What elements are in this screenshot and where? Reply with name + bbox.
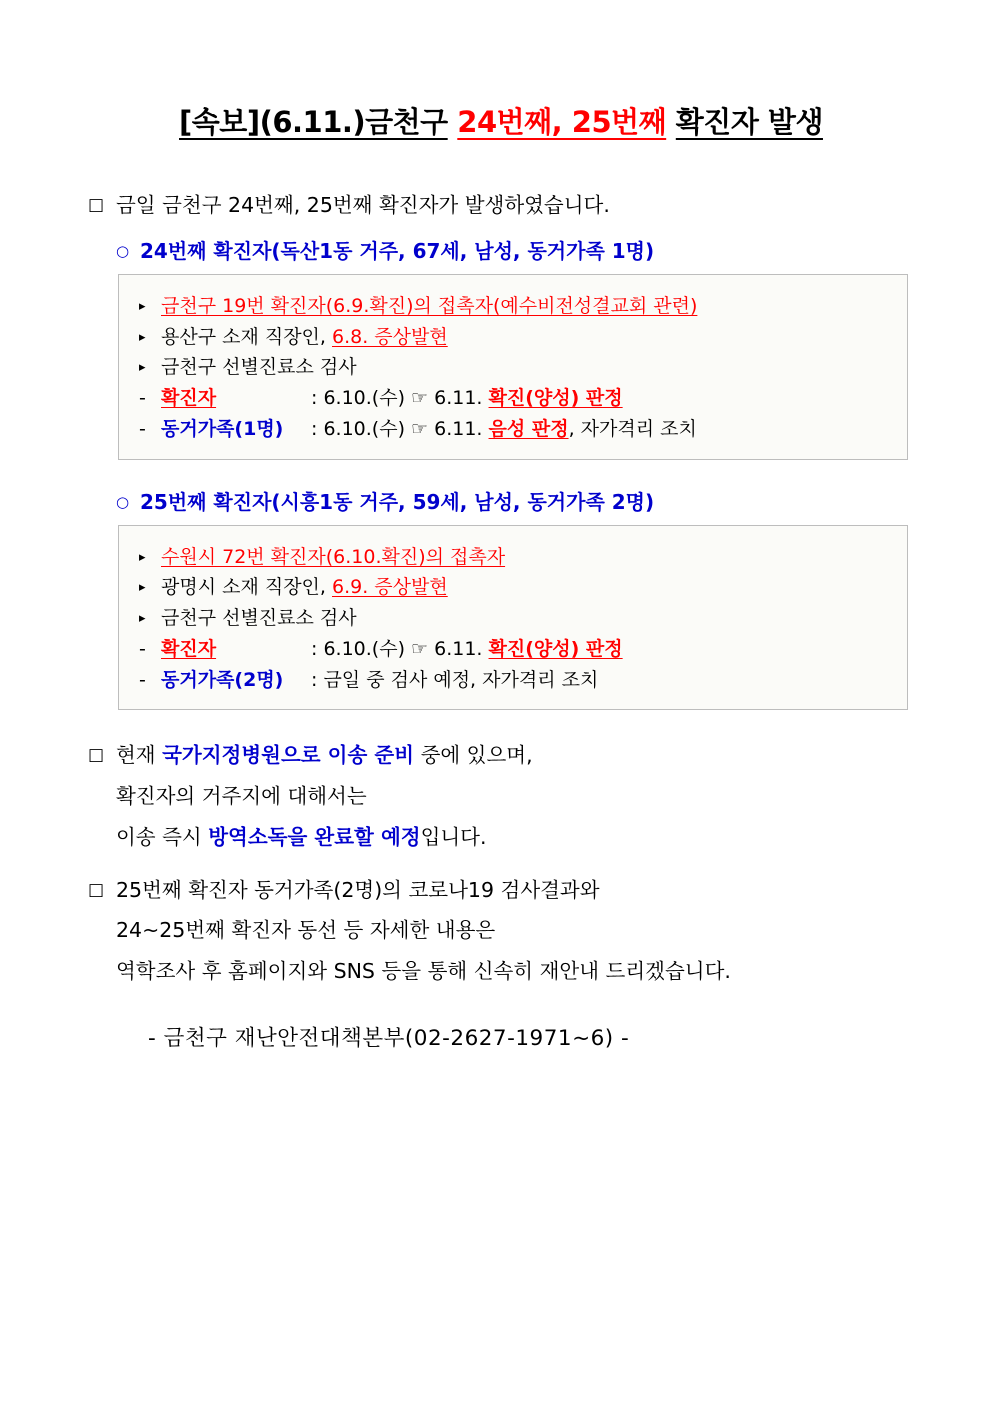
case-1-row-2-date1: 6.10.(수): [323, 417, 405, 440]
square-bullet-icon: □: [88, 745, 105, 766]
case-1-row-1: [139, 383, 887, 414]
case-1-bullet-1: [139, 291, 887, 322]
case-2-row-2: [139, 665, 887, 696]
case-1-heading: [88, 235, 914, 264]
triangle-bullet-icon: ▸: [139, 329, 146, 345]
case-2-row-2-text: 금일 중 검사 예정, 자가격리 조치: [323, 668, 599, 691]
circle-bullet-icon: ○: [116, 241, 130, 260]
triangle-bullet-icon: ▸: [139, 611, 146, 627]
title-prefix: [속보](6.11.)금천구: [179, 105, 448, 139]
closing-1-line-1: [88, 740, 914, 771]
dash-icon: -: [139, 387, 146, 410]
circle-bullet-icon: ○: [116, 492, 130, 511]
closing-1-line-2-text: 확진자의 거주지에 대해서는: [116, 784, 367, 809]
case-2-row-1-result: 확진(양성) 판정: [488, 637, 623, 660]
case-1-row-1-result: 확진(양성) 판정: [488, 387, 623, 410]
case-2-row-1-date1: 6.10.(수): [323, 637, 405, 660]
case-1-bullet-2: [139, 322, 887, 353]
dash-icon: -: [139, 417, 146, 440]
case-1-row-2-result: 음성 판정: [488, 417, 569, 440]
closing-block-1: [88, 740, 914, 852]
closing-1-line-1-emphasis: 국가지정병원으로 이송 준비: [162, 743, 415, 768]
case-2-heading-text: 25번째 확진자(시흥1동 거주, 59세, 남성, 동거가족 2명): [140, 489, 655, 514]
case-2-bullet-2: [139, 572, 887, 603]
closing-2-line-1-text: 25번째 확진자 동거가족(2명)의 코로나19 검사결과와: [116, 877, 600, 902]
case-2-bullet-3-text: 금천구 선별진료소 검사: [161, 607, 357, 630]
closing-2-line-2-text: 24~25번째 확진자 동선 등 자세한 내용은: [116, 918, 496, 943]
case-2-row-1-colon: :: [311, 637, 318, 660]
closing-1-line-3-post: 입니다.: [420, 824, 487, 849]
case-1-heading-text: 24번째 확진자(독산1동 거주, 67세, 남성, 동거가족 1명): [140, 238, 655, 263]
case-2-bullet-1: [139, 542, 887, 573]
closing-1-line-2: [88, 781, 914, 812]
case-1-row-2-date2: 6.11.: [434, 417, 483, 440]
case-1-bullet-2-emphasis: 6.8. 증상발현: [332, 325, 448, 348]
case-2-heading: [88, 486, 914, 515]
closing-1-line-3: [88, 822, 914, 853]
case-1-row-2-tail: , 자가격리 조치: [568, 417, 697, 440]
case-1-row-1-date1: 6.10.(수): [323, 387, 405, 410]
closing-1-line-1-post: 중에 있으며,: [414, 743, 533, 768]
intro-line: [88, 190, 914, 221]
case-1-bullet-3: [139, 352, 887, 383]
case-2-row-2-label: 동거가족(2명): [161, 668, 284, 691]
closing-2-line-3: [88, 956, 914, 987]
case-2-detail-box: [118, 525, 908, 711]
case-2-row-1-date2: 6.11.: [434, 637, 483, 660]
case-1-row-2-colon: :: [311, 417, 318, 440]
case-1-row-2-label: 동거가족(1명): [161, 417, 284, 440]
intro-text: 금일 금천구 24번째, 25번째 확진자가 발생하였습니다.: [116, 193, 610, 217]
page-title: [88, 100, 914, 146]
case-1-row-1-label: 확진자: [161, 387, 217, 410]
case-2-bullet-1-text: 수원시 72번 확진자(6.10.확진)의 접촉자: [161, 545, 506, 568]
case-1-row-1-date2: 6.11.: [434, 387, 483, 410]
arrow-icon: ☞: [411, 637, 429, 660]
closing-2-line-2: [88, 915, 914, 946]
case-1-bullet-2-pre: 용산구 소재 직장인,: [161, 325, 332, 348]
closing-block-2: [88, 875, 914, 987]
case-2-row-1: [139, 634, 887, 665]
case-1-bullet-1-text: 금천구 19번 확진자(6.9.확진)의 접촉자(예수비전성결교회 관련): [161, 294, 698, 317]
triangle-bullet-icon: ▸: [139, 580, 146, 596]
triangle-bullet-icon: ▸: [139, 298, 146, 314]
triangle-bullet-icon: ▸: [139, 549, 146, 565]
footer-contact: - 금천구 재난안전대책본부(02-2627-1971~6) -: [148, 1025, 630, 1051]
case-1-detail-box: [118, 274, 908, 460]
case-2-bullet-2-emphasis: 6.9. 증상발현: [332, 576, 448, 599]
square-bullet-icon: □: [88, 879, 105, 900]
title-suffix: 확진자 발생: [675, 105, 823, 139]
closing-1-line-3-emphasis: 방역소독을 완료할 예정: [208, 824, 421, 849]
dash-icon: -: [139, 637, 146, 660]
closing-2-line-3-text: 역학조사 후 홈페이지와 SNS 등을 통해 신속히 재안내 드리겠습니다.: [116, 959, 731, 984]
closing-2-line-1: [88, 875, 914, 906]
case-1-row-1-colon: :: [311, 387, 318, 410]
case-1-row-2: [139, 414, 887, 445]
case-2-row-2-colon: :: [311, 668, 318, 691]
case-1-bullet-3-text: 금천구 선별진료소 검사: [161, 356, 357, 379]
case-2-row-1-label: 확진자: [161, 637, 217, 660]
arrow-icon: ☞: [411, 417, 429, 440]
case-2-bullet-3: [139, 603, 887, 634]
case-2-bullet-2-pre: 광명시 소재 직장인,: [161, 576, 332, 599]
closing-1-line-3-pre: 이송 즉시: [116, 824, 209, 849]
dash-icon: -: [139, 668, 146, 691]
title-highlight: 24번째, 25번째: [457, 105, 667, 139]
arrow-icon: ☞: [411, 387, 429, 410]
closing-1-line-1-pre: 현재: [116, 743, 163, 768]
square-bullet-icon: □: [88, 195, 105, 215]
triangle-bullet-icon: ▸: [139, 360, 146, 376]
